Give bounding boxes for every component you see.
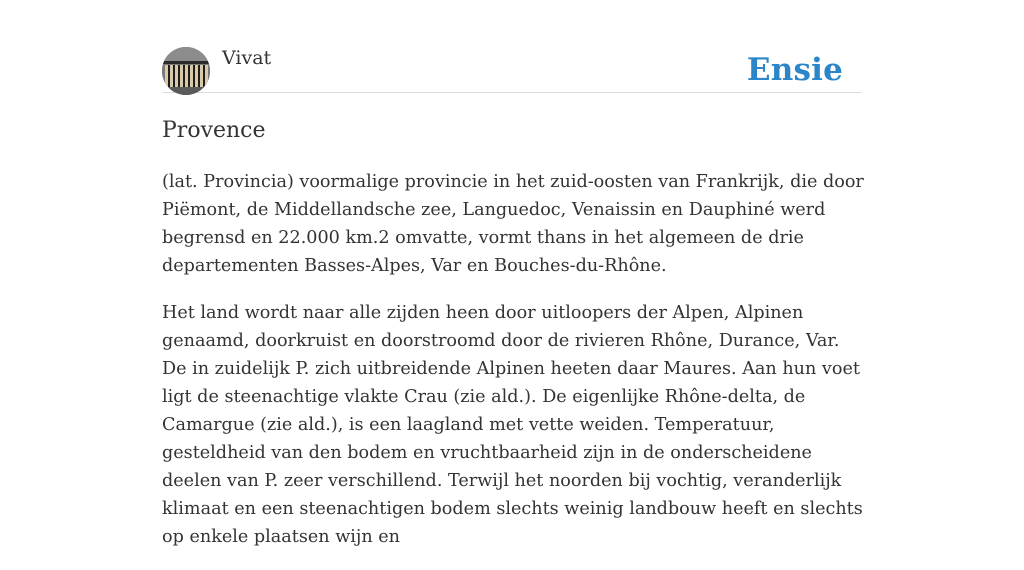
author-name[interactable]: Vivat	[222, 47, 272, 69]
header	[162, 46, 862, 93]
paragraph: (lat. Provincia) voormalige provincie in het zuid-oosten van Frankrijk, die door Piëmont, de Middellandsche zee, Languedoc, Venaissin en Dauphiné werd begrensd en 22.000 km.2 omvatte, vormt thans in het algemeen de drie departementen Basses-Alpes, Var en Bouches-du-Rhône.	[162, 172, 864, 276]
avatar-image	[162, 47, 210, 95]
author-avatar[interactable]	[162, 47, 210, 95]
article-body	[162, 168, 865, 570]
site-logo[interactable]: Ensie	[746, 52, 843, 88]
paragraph: Het land wordt naar alle zijden heen door uitloopers der Alpen, Alpinen genaamd, doorkruist en doorstroomd door de rivieren Rhône, Durance, Var. De in zuidelijk P. zich uitbreidende Alpinen heeten daar Maures. Aan hun voet ligt de steenachtige vlakte Crau (zie ald.). De eigenlijke Rhône-delta, de Camargue (zie ald.), is een laagland met vette weiden. Temperatuur, gesteldheid van den bodem en vruchtbaarheid zijn in de onderscheidene deelen van P. zeer verschillend. Terwijl het noorden bij vochtig, veranderlijk klimaat en een steenachtigen bodem slechts weinig landbouw heeft en slechts op enkele plaatsen wijn en	[162, 303, 863, 547]
article-title: Provence	[162, 118, 266, 143]
